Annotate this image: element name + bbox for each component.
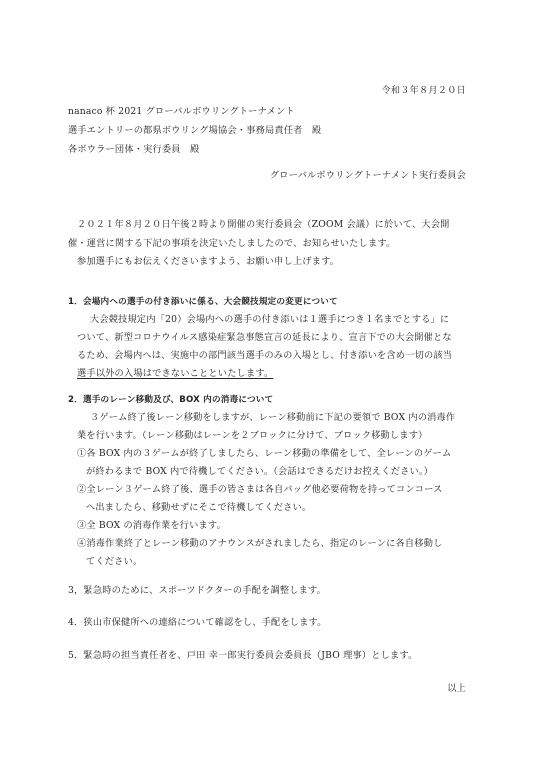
section-2-step-1-cont: が終わるまで BOX 内で待機してください。（会話はできるだけお控えください。） xyxy=(86,466,434,477)
intro-line-2: 催・運営に関する下記の事項を決定いたしましたので、お知らせいたします。 xyxy=(68,238,396,249)
section-2-step-4: ④消毒作業終了とレーン移動のアナウンスがされましたら、指定のレーンに各自移動し xyxy=(77,538,443,549)
section-2-step-2: ②全レーン３ゲーム終了後、選手の皆さまは各自バッグ他必要荷物を持ってコンコース xyxy=(77,484,443,495)
section-1-line-1: 大会競技規定内「20）会場内への選手の付き添いは１選手につき１名までとする」に xyxy=(90,314,450,325)
intro-line-1: ２０２１年８月２０日午後２時より開催の実行委員会（ZOOM 会議）に於いて、大会開 xyxy=(77,219,450,230)
section-1-line-2: ついて、新型コロナウイルス感染症緊急事態宣言の延長により、宣言下での大会開催とな xyxy=(77,332,452,343)
section-2-line-2: 業を行います。（レーン移動はレーンを２ブロックに分けて、ブロック移動します） xyxy=(77,430,428,441)
item-5: 5．緊急時の担当責任者を、戸田 幸一郎実行委員会委員長（JBO 理事）とします。 xyxy=(68,650,418,661)
addressee-event: nanaco 杯 2021 グローバルボウリングトーナメント xyxy=(68,106,295,117)
closing: 以上 xyxy=(447,683,466,694)
section-2-step-3: ③全 BOX の消毒作業を行います。 xyxy=(77,520,226,531)
item-3: 3，緊急時のために、スポーツドクターの手配を調整します。 xyxy=(68,585,327,596)
section-2-heading: 2．選手のレーン移動及び、BOX 内の消毒について xyxy=(68,395,274,405)
addressee-associations: 選手エントリーの都県ボウリング場協会・事務局責任者 殿 xyxy=(68,125,322,136)
section-2-step-1: ①各 BOX 内の３ゲームが終了しましたら、レーン移動の準備をして、全レーンのゲーム xyxy=(77,448,452,459)
section-1-line-3: るため、会場内へは、実施中の部門該当選手のみの入場とし、付き添いを含め一切の該当 xyxy=(77,350,453,361)
sender: グローバルボウリングトーナメント実行委員会 xyxy=(269,170,466,181)
intro-line-3: 参加選手にもお伝えくださいますよう、お願い申し上げます。 xyxy=(77,256,340,267)
document-date: 令和３年８月２０日 xyxy=(381,85,466,96)
section-1-heading: 1．会場内への選手の付き添いに係る、大会競技規定の変更について xyxy=(68,297,338,307)
addressee-organizations: 各ボウラー団体・実行委員 殿 xyxy=(68,144,200,155)
section-2-step-4-cont: てください。 xyxy=(86,556,143,567)
section-2-line-1: ３ゲーム終了後レーン移動をしますが、レーン移動前に下記の要領で BOX 内の消毒作 xyxy=(90,412,456,423)
section-2-step-2-cont: へ出ましたら、移動せずにそこで待機してください。 xyxy=(86,502,312,513)
item-4: 4．狭山市保健所への連絡について確認をし、手配をします。 xyxy=(68,617,327,628)
section-1-underlined-line: 選手以外の入場はできないことといたします。 xyxy=(77,368,274,379)
